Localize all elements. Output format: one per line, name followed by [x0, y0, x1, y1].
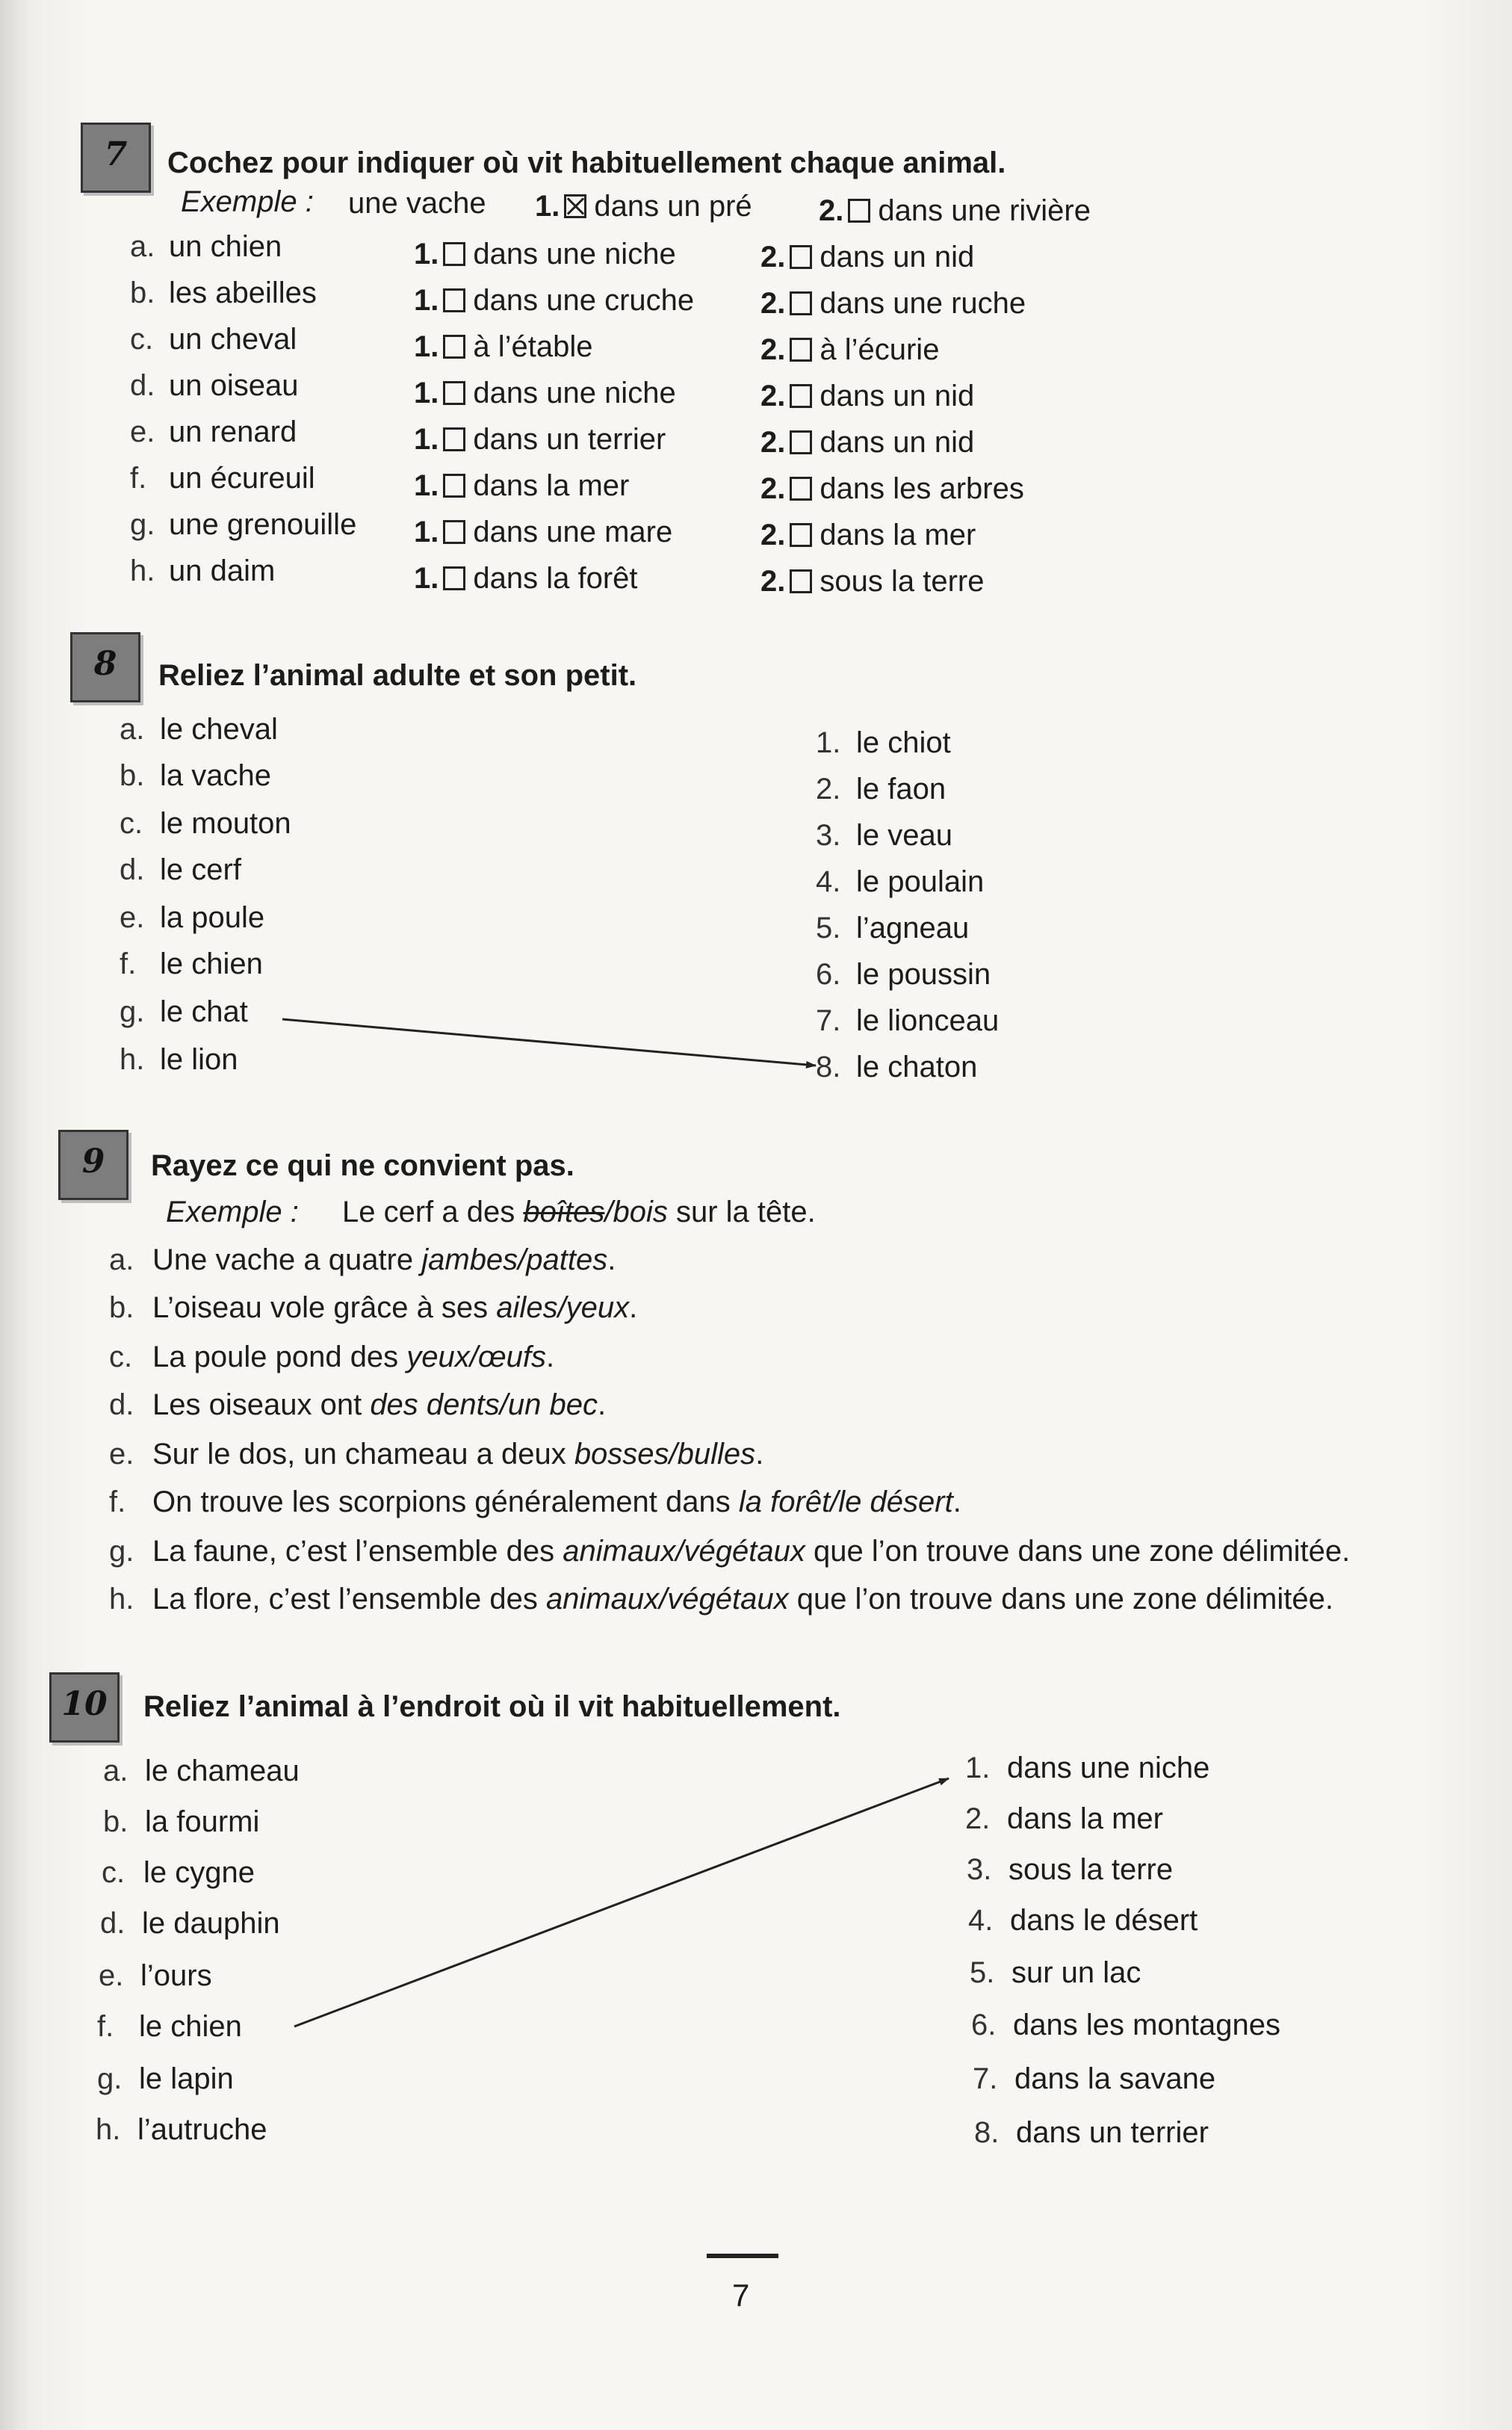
ex10-right-number: 3.: [967, 1853, 992, 1886]
ex10-left-item: le chameau: [145, 1755, 300, 1787]
ex10-left-letter: b.: [103, 1805, 128, 1838]
ex8-left-item: la poule: [160, 901, 265, 934]
ex9-row-letter: f.: [109, 1485, 126, 1518]
sentence-start: La flore, c’est l’ensemble des: [152, 1583, 546, 1616]
ex10-right-number: 8.: [974, 2116, 1000, 2149]
sentence-start: L’oiseau vole grâce à ses: [152, 1291, 497, 1324]
ex8-left-item: le chien: [160, 947, 263, 980]
ex8-right-number: 3.: [816, 819, 841, 852]
option-text: sous la terre: [819, 565, 985, 598]
ex10-right-item: sous la terre: [1008, 1853, 1174, 1886]
option-text: dans un terrier: [473, 423, 666, 456]
example-option-1: 1. dans un pré: [535, 190, 752, 223]
option-number: 2.: [760, 519, 786, 551]
ex8-left-letter: f.: [120, 947, 137, 980]
option-text: dans un nid: [819, 380, 975, 412]
option-text: dans la mer: [473, 469, 630, 502]
option-number: 2.: [760, 472, 786, 505]
ex7-row-animal: les abeilles: [169, 276, 317, 309]
ex8-left-letter: e.: [120, 901, 145, 934]
ex7-row-letter: f.: [130, 462, 147, 495]
ex7-row-animal: un daim: [169, 554, 276, 587]
ex8-left-letter: h.: [120, 1043, 145, 1076]
ex8-right-number: 7.: [816, 1004, 841, 1037]
ex10-right-item: dans le désert: [1010, 1904, 1198, 1937]
option-number: 2.: [760, 287, 786, 320]
ex8-right-item: le lionceau: [856, 1004, 1000, 1037]
ex10-right-number: 7.: [973, 2062, 998, 2095]
ex10-right-item: dans une niche: [1007, 1752, 1210, 1784]
ex8-left-letter: b.: [120, 759, 145, 792]
ex8-left-item: la vache: [160, 759, 271, 792]
ex10-right-item: dans la savane: [1014, 2062, 1216, 2095]
ex10-left-letter: g.: [97, 2062, 123, 2095]
ex10-left-item: l’autruche: [137, 2113, 267, 2146]
ex9-row-letter: h.: [109, 1583, 134, 1616]
option-text: dans une niche: [473, 238, 676, 270]
ex10-right-number: 4.: [968, 1904, 994, 1937]
ex10-left-item: le cygne: [143, 1856, 255, 1889]
ex10-right-number: 1.: [965, 1752, 991, 1784]
ex8-left-item: le cheval: [160, 713, 278, 746]
exercise-9-title: Rayez ce qui ne convient pas.: [151, 1149, 574, 1182]
sentence-end: .: [755, 1438, 764, 1471]
struck-word: boîtes: [523, 1196, 605, 1228]
ex7-row-letter: e.: [130, 415, 155, 448]
ex8-left-item: le cerf: [160, 853, 241, 886]
choice-pair: des dents/un bec: [370, 1388, 598, 1421]
example-label: Exemple :: [181, 185, 314, 218]
sentence-end: .: [629, 1291, 638, 1324]
option-number: 2.: [760, 333, 786, 366]
ex10-left-letter: c.: [102, 1856, 126, 1889]
ex7-row-animal: une grenouille: [169, 508, 357, 541]
exercise-10-title: Reliez l’animal à l’endroit où il vit habituellement.: [143, 1690, 841, 1723]
ex9-row-letter: g.: [109, 1535, 134, 1568]
option-number: 1.: [414, 562, 439, 595]
option-number: 1.: [414, 469, 439, 502]
option-text: dans la mer: [819, 519, 976, 551]
ex8-right-item: le chiot: [856, 726, 951, 759]
ex8-left-item: le mouton: [160, 807, 291, 840]
choice-pair: la forêt/le désert: [738, 1485, 953, 1518]
ex10-left-item: le dauphin: [142, 1907, 280, 1940]
ex10-right-item: sur un lac: [1011, 1956, 1141, 1989]
kept-word: bois: [613, 1196, 668, 1228]
ex10-left-item: la fourmi: [145, 1805, 260, 1838]
ex7-row-letter: g.: [130, 508, 155, 541]
ex7-row-animal: un renard: [169, 415, 297, 448]
option-number: 1.: [414, 238, 439, 270]
ex8-right-item: l’agneau: [856, 912, 970, 945]
ex10-left-item: le chien: [139, 2010, 242, 2043]
sentence-end: que l’on trouve dans une zone délimitée.: [805, 1535, 1351, 1568]
option-text: dans la forêt: [473, 562, 638, 595]
ex10-left-letter: a.: [103, 1755, 128, 1787]
sentence-start: Les oiseaux ont: [152, 1388, 371, 1421]
ex7-row-letter: d.: [130, 369, 155, 402]
ex8-right-item: le poussin: [856, 958, 991, 991]
option-number: 2.: [760, 565, 786, 598]
ex9-row-letter: a.: [109, 1243, 134, 1276]
option-text: à l’écurie: [819, 333, 940, 366]
exercise-10-number: 10: [61, 1685, 108, 1723]
ex8-right-number: 6.: [816, 958, 841, 991]
ex9-row-letter: d.: [109, 1388, 134, 1421]
option-number: 2.: [760, 380, 786, 412]
option-text: dans un nid: [819, 426, 975, 459]
ex8-right-item: le chaton: [856, 1051, 978, 1083]
sentence-end: que l’on trouve dans une zone délimitée.: [788, 1583, 1333, 1616]
ex10-left-item: le lapin: [139, 2062, 234, 2095]
option-text: dans les arbres: [819, 472, 1024, 505]
ex7-row-animal: un chien: [169, 230, 282, 263]
option-text: dans une mare: [473, 516, 673, 548]
ex10-right-item: dans les montagnes: [1013, 2009, 1281, 2041]
ex8-right-number: 1.: [816, 726, 841, 759]
ex7-row-animal: un oiseau: [169, 369, 299, 402]
ex8-right-number: 8.: [816, 1051, 841, 1083]
ex9-row-letter: b.: [109, 1291, 134, 1324]
sentence-end: .: [597, 1388, 607, 1421]
ex8-left-item: le chat: [160, 995, 248, 1028]
exercise-7-number: 7: [104, 135, 128, 173]
page-number: 7: [732, 2278, 750, 2313]
exercise-9-number: 9: [81, 1143, 105, 1181]
sentence-end: .: [952, 1485, 961, 1518]
ex10-right-number: 2.: [965, 1802, 991, 1835]
exercise-8-number: 8: [93, 645, 117, 683]
exercise-9-example-sentence: Le cerf a des boîtes/bois sur la tête.: [342, 1196, 816, 1228]
sentence-start: Une vache a quatre: [152, 1243, 422, 1276]
option-text: dans une ruche: [819, 287, 1026, 320]
option-number: 1.: [414, 516, 439, 548]
ex10-right-number: 6.: [971, 2009, 997, 2041]
sentence-start: La faune, c’est l’ensemble des: [152, 1535, 563, 1568]
choice-pair: bosses/bulles: [574, 1438, 756, 1471]
option-number: 1.: [414, 423, 439, 456]
ex8-left-item: le lion: [160, 1043, 238, 1076]
ex7-row-animal: un écureuil: [169, 462, 315, 495]
page-rule: [707, 2254, 778, 2258]
ex10-left-letter: e.: [99, 1959, 124, 1992]
choice-pair: yeux/œufs: [406, 1341, 547, 1373]
ex8-left-letter: a.: [120, 713, 145, 746]
ex10-left-letter: f.: [97, 2010, 114, 2043]
choice-pair: jambes/pattes: [421, 1243, 608, 1276]
sentence-end: .: [546, 1341, 555, 1373]
ex8-right-number: 4.: [816, 865, 841, 898]
option-number: 1.: [414, 377, 439, 409]
option-number: 1.: [414, 330, 439, 363]
sentence-start: La poule pond des: [152, 1341, 407, 1373]
ex7-row-letter: c.: [130, 323, 154, 356]
ex10-left-item: l’ours: [140, 1959, 212, 1992]
ex7-row-letter: a.: [130, 230, 155, 263]
choice-pair: ailes/yeux: [496, 1291, 630, 1324]
ex8-left-letter: c.: [120, 807, 143, 840]
ex10-left-letter: d.: [100, 1907, 126, 1940]
exercise-7-title: Cochez pour indiquer où vit habituellement chaque animal.: [167, 146, 1006, 179]
match-line-chat-chaton: [282, 1019, 816, 1066]
ex8-right-number: 2.: [816, 773, 841, 806]
option-number: 2.: [760, 241, 786, 273]
ex10-right-number: 5.: [970, 1956, 995, 1989]
ex9-row-letter: c.: [109, 1341, 133, 1373]
ex8-right-item: le faon: [856, 773, 946, 806]
option-text: dans une cruche: [473, 284, 695, 317]
sentence-end: .: [607, 1243, 616, 1276]
option-text: à l’étable: [473, 330, 593, 363]
option-number: 1.: [414, 284, 439, 317]
ex9-row-letter: e.: [109, 1438, 134, 1471]
exercise-9-example: Exemple :: [166, 1196, 299, 1228]
ex8-right-item: le poulain: [856, 865, 985, 898]
option-text: dans une niche: [473, 377, 676, 409]
ex7-row-letter: b.: [130, 276, 155, 309]
option-number: 2.: [760, 426, 786, 459]
choice-pair: animaux/végétaux: [563, 1535, 805, 1568]
ex10-left-letter: h.: [96, 2113, 121, 2146]
sentence-start: On trouve les scorpions généralement dans: [152, 1485, 739, 1518]
ex10-right-item: dans un terrier: [1016, 2116, 1209, 2149]
ex8-right-item: le veau: [856, 819, 952, 852]
sentence-start: Sur le dos, un chameau a deux: [152, 1438, 574, 1471]
ex7-row-letter: h.: [130, 554, 155, 587]
option-text: dans un nid: [819, 241, 975, 273]
choice-pair: animaux/végétaux: [545, 1583, 789, 1616]
ex8-left-letter: d.: [120, 853, 145, 886]
ex10-right-item: dans la mer: [1007, 1802, 1163, 1835]
ex8-left-letter: g.: [120, 995, 145, 1028]
match-line-chien-niche: [294, 1778, 949, 2026]
example-animal: une vache: [348, 187, 486, 220]
example-option-2: 2. dans une rivière: [819, 194, 1091, 227]
ex8-right-number: 5.: [816, 912, 841, 945]
ex7-row-animal: un cheval: [169, 323, 297, 356]
exercise-8-title: Reliez l’animal adulte et son petit.: [158, 659, 637, 692]
